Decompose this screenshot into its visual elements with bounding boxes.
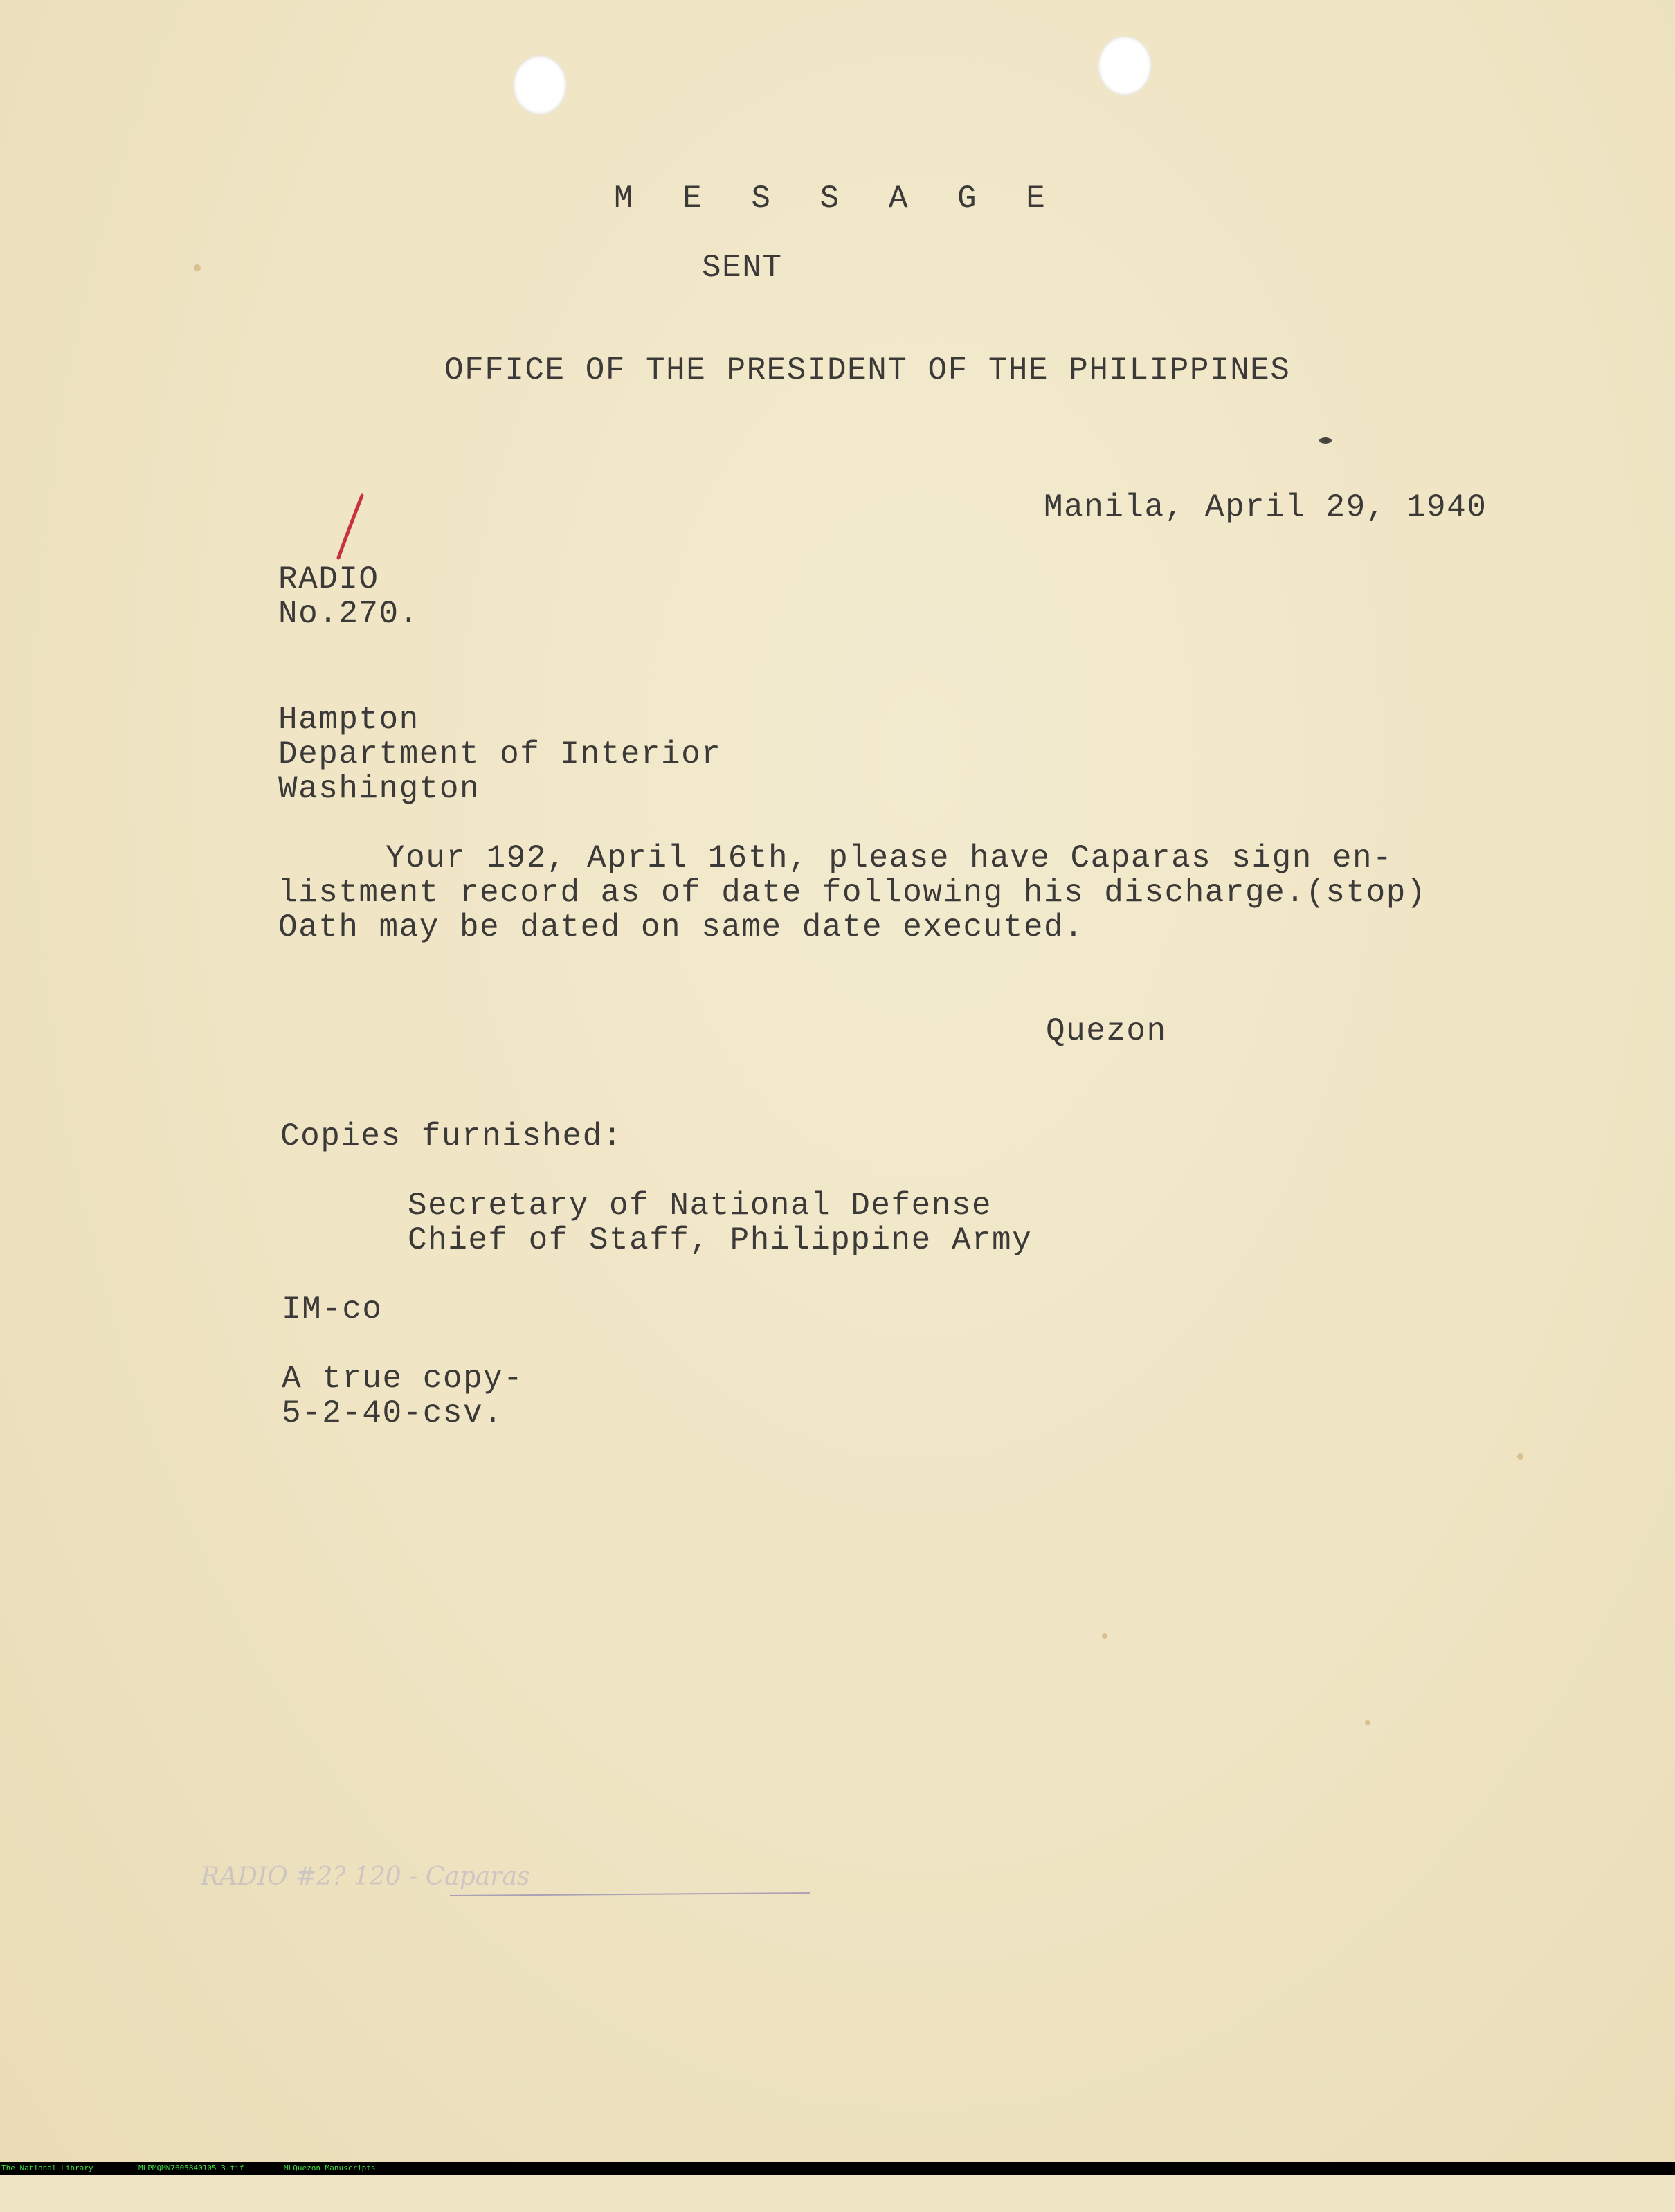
radio-label: RADIO — [278, 561, 379, 597]
message-title: M E S S A G E — [614, 181, 1060, 217]
typist-initials: IM-co — [282, 1291, 383, 1327]
radio-number: No.270. — [278, 596, 419, 632]
pencil-annotation-text: RADIO #2? 120 - Caparas — [201, 1862, 530, 1891]
message-status: SENT — [702, 250, 783, 286]
signature: Quezon — [1046, 1013, 1167, 1049]
addressee-city: Washington — [278, 771, 480, 807]
body-line-3: Oath may be dated on same date executed. — [278, 909, 1085, 945]
punch-hole-left — [513, 55, 567, 115]
copy-recipient: Chief of Staff, Philippine Army — [408, 1222, 1033, 1258]
footer-file: MLPMQMN7605840105 3.tif — [138, 2164, 244, 2173]
stain-speck — [1102, 1633, 1107, 1639]
punch-hole-right — [1098, 36, 1152, 96]
addressee-department: Department of Interior — [278, 736, 722, 772]
pencil-annotation — [201, 1831, 838, 1914]
red-check-mark — [334, 493, 366, 562]
body-line-1: Your 192, April 16th, please have Caparas sign en- — [386, 840, 1393, 876]
stain-speck — [1365, 1720, 1370, 1725]
true-copy-date: 5-2-40-csv. — [282, 1395, 504, 1431]
scan-footer — [0, 2162, 1675, 2175]
footer-collection: MLQuezon Manuscripts — [284, 2164, 376, 2173]
ink-mark — [1319, 437, 1332, 444]
dateline: Manila, April 29, 1940 — [1044, 489, 1487, 525]
true-copy-line: A true copy- — [282, 1361, 524, 1397]
addressee-name: Hampton — [278, 702, 419, 738]
stain-speck — [1517, 1453, 1523, 1460]
stain-speck — [194, 264, 201, 271]
copies-heading: Copies furnished: — [280, 1118, 623, 1154]
footer-library: The National Library — [1, 2164, 93, 2173]
copy-recipient: Secretary of National Defense — [408, 1188, 993, 1224]
body-line-2: listment record as of date following his discharge.(stop) — [278, 875, 1427, 911]
office-heading: OFFICE OF THE PRESIDENT OF THE PHILIPPINES — [444, 352, 1291, 388]
